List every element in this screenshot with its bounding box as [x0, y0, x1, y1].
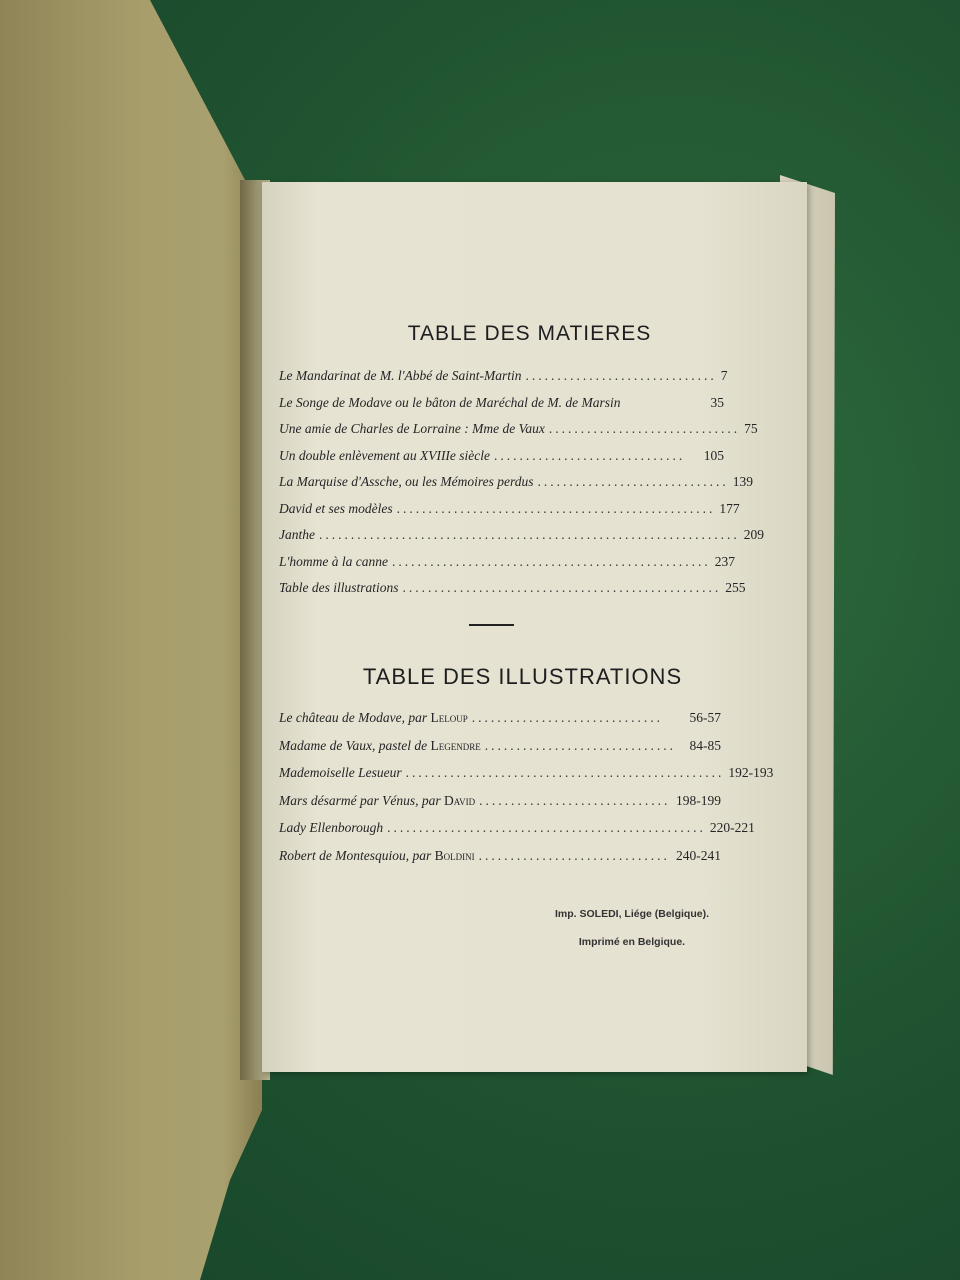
- illustration-entry: [279, 765, 774, 793]
- illustration-page: 84-85: [689, 737, 721, 753]
- toc-entry-title: Une amie de Charles de Lorraine : Mme de Vaux: [279, 421, 545, 436]
- illustration-entry: [279, 710, 721, 738]
- leader-dots: ..............................: [548, 421, 741, 436]
- toc-list: [279, 368, 764, 607]
- toc-entry: [279, 527, 764, 554]
- toc-entry-page: 75: [744, 421, 758, 436]
- toc-entry: [279, 553, 735, 581]
- leader-dots: ..............................: [478, 847, 670, 863]
- illustration-title: Mademoiselle Lesueur: [279, 765, 402, 780]
- illustration-page: 56-57: [689, 710, 721, 725]
- leader-dots: ..................................................: [387, 820, 706, 835]
- toc-entry-title: L'homme à la canne: [279, 553, 388, 569]
- illustration-artist: Boldini: [434, 847, 475, 863]
- illustration-page: 220-221: [709, 820, 755, 835]
- toc-entry-page: 7: [720, 368, 728, 383]
- printer-imprint: Imp. SOLEDI, Liége (Belgique).: [554, 908, 709, 920]
- illustration-title: Lady Ellenborough: [279, 820, 384, 835]
- illustration-page: 192-193: [728, 765, 774, 780]
- toc-entry-title: Le Mandarinat de M. l'Abbé de Saint-Martin: [279, 368, 522, 383]
- illustrations-heading: TABLE DES ILLUSTRATIONS: [362, 664, 683, 689]
- toc-entry: [279, 474, 753, 501]
- leader-dots: ..............................: [479, 792, 671, 808]
- toc-entry: [279, 421, 758, 448]
- toc-entry-title: Table des illustrations: [279, 580, 399, 595]
- illustration-entry: [279, 738, 721, 766]
- toc-heading: TABLE DES MATIERES: [407, 322, 652, 345]
- leader-dots: ..............................: [537, 474, 729, 489]
- illustration-title: Le château de Modave, par Leloup: [279, 710, 468, 725]
- illustrations-list: [279, 710, 774, 875]
- section-divider: [469, 624, 514, 626]
- leader-dots: ..................................................................: [319, 527, 740, 542]
- illustration-title: Robert de Montesquiou, par Boldini: [279, 847, 475, 863]
- leader-dots: ..................................................: [392, 553, 711, 569]
- illustration-title: Mars désarmé par Vénus, par David: [279, 792, 476, 808]
- leader-dots: ..............................: [494, 447, 686, 463]
- illustration-artist: Legendre: [430, 737, 481, 753]
- leader-dots: ..................................................: [402, 580, 722, 595]
- illustration-artist: Leloup: [430, 710, 468, 725]
- printed-in-note: Imprimé en Belgique.: [578, 936, 686, 948]
- toc-entry-page: 237: [714, 553, 735, 569]
- leader-dots: ..............................: [525, 368, 717, 383]
- illustration-artist: David: [444, 792, 476, 808]
- leader-dots: ..............................: [471, 710, 663, 725]
- toc-entry-title: Le Songe de Modave ou le bâton de Maréchal de M. de Marsin: [279, 394, 621, 410]
- toc-entry-page: 105: [703, 447, 724, 463]
- toc-entry: [279, 448, 724, 475]
- book-page: [262, 182, 807, 1072]
- illustration-entry: [279, 848, 721, 876]
- leader-dots: ..................................................: [405, 765, 725, 780]
- toc-entry-page: 255: [725, 580, 746, 595]
- illustration-page: 198-199: [676, 792, 721, 808]
- illustration-title: Madame de Vaux, pastel de Legendre: [279, 737, 481, 753]
- toc-entry-page: 209: [743, 527, 764, 542]
- toc-entry-title: Un double enlèvement au XVIIIe siècle: [279, 447, 491, 463]
- toc-entry-title: La Marquise d'Assche, ou les Mémoires perdus: [279, 474, 534, 489]
- toc-entry: [279, 500, 740, 528]
- leader-dots: ..................................................: [396, 500, 716, 516]
- toc-entry-title: David et ses modèles: [279, 500, 393, 516]
- illustration-entry: [279, 793, 721, 821]
- toc-entry-page: 139: [732, 474, 753, 489]
- toc-entry: [279, 368, 728, 395]
- toc-entry-page: 177: [719, 500, 740, 516]
- left-page-cover: [0, 0, 262, 1280]
- illustration-page: 240-241: [676, 847, 721, 863]
- toc-entry: [279, 580, 746, 607]
- toc-entry-title: Janthe: [279, 527, 315, 542]
- toc-entry: [279, 395, 724, 422]
- illustration-entry: [279, 820, 755, 848]
- toc-entry-page: 35: [710, 394, 724, 410]
- leader-dots: ..............................: [484, 737, 676, 753]
